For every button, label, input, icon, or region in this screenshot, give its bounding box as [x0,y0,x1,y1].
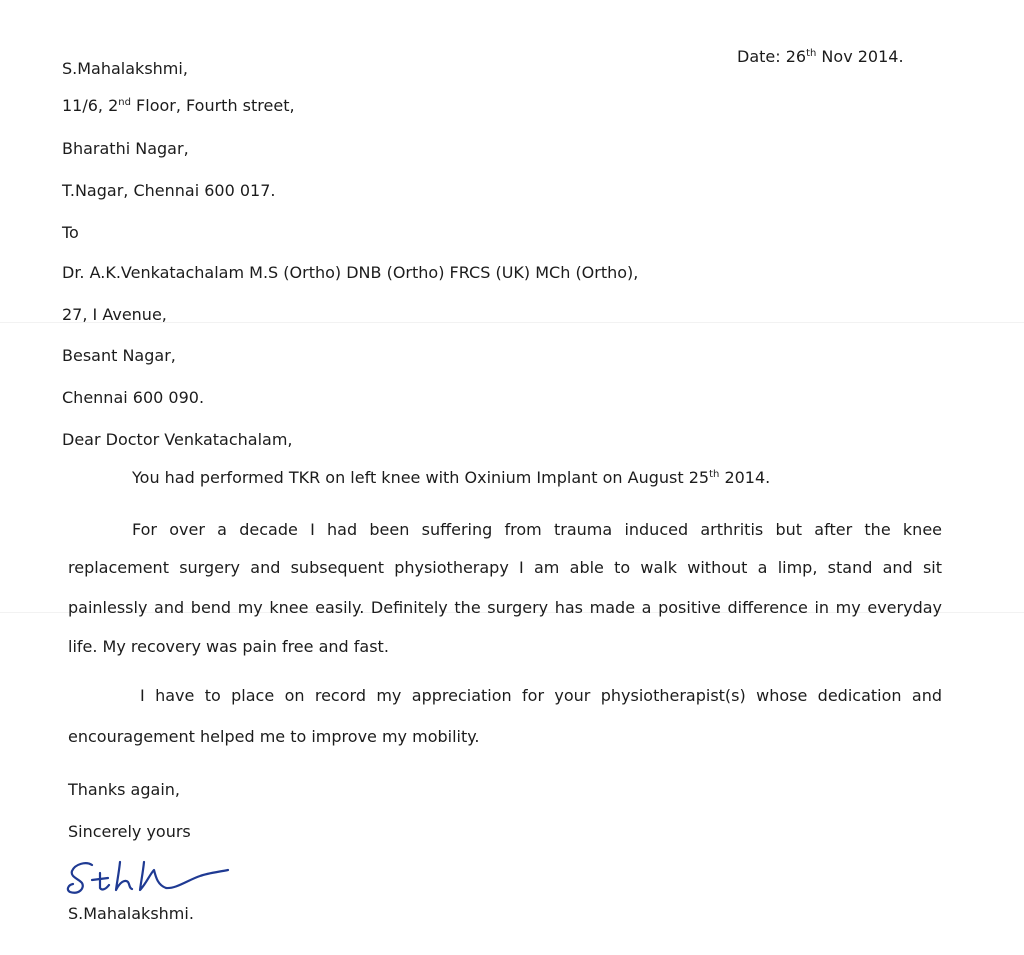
sender-address-line-2: Bharathi Nagar, [62,139,189,158]
sender-address-line-3: T.Nagar, Chennai 600 017. [62,181,276,200]
sender-address-line-1 [62,98,295,114]
closing-sign-off: Sincerely yours [68,822,191,841]
paragraph-1-sup: th [709,469,720,480]
paragraph-3-line: encouragement helped me to improve my mobility. [68,727,480,746]
date-suffix: th [806,48,817,59]
sender-address-sup: nd [118,97,131,108]
paragraph-2-line: For over a decade I had been suffering from trauma induced arthritis but after the knee [132,520,942,539]
paragraph-3-line: I have to place on record my appreciation for your physiotherapist(s) whose dedication and [140,686,942,705]
recipient-address-line-3: Chennai 600 090. [62,388,205,407]
body-paragraph-1 [132,470,770,486]
sender-address-pre: 11/6, 2 [62,96,119,115]
recipient-address-line-1: 27, I Avenue, [62,305,167,324]
closing-thanks: Thanks again, [68,780,180,799]
salutation: Dear Doctor Venkatachalam, [62,430,293,449]
sender-name: S.Mahalakshmi, [62,59,188,78]
paragraph-2-line: life. My recovery was pain free and fast. [68,637,389,656]
recipient-to: To [62,223,79,242]
handwritten-signature-icon [62,852,242,902]
date-rest: Nov 2014. [816,47,904,66]
paragraph-1-rest: 2014. [719,468,771,487]
letter-date [737,49,904,65]
paragraph-2-line: replacement surgery and subsequent physiotherapy I am able to walk without a limp, stand and sit [68,558,942,577]
signed-name: S.Mahalakshmi. [68,904,194,923]
sender-address-post: Floor, Fourth street, [130,96,295,115]
recipient-address-line-2: Besant Nagar, [62,346,176,365]
date-prefix: Date: 26 [737,47,807,66]
paragraph-1-text: You had performed TKR on left knee with Oxinium Implant on August 25 [132,468,710,487]
paragraph-2-line: painlessly and bend my knee easily. Definitely the surgery has made a positive difference in my everyday [68,598,942,617]
recipient-name: Dr. A.K.Venkatachalam M.S (Ortho) DNB (Ortho) FRCS (UK) MCh (Ortho), [62,263,639,282]
